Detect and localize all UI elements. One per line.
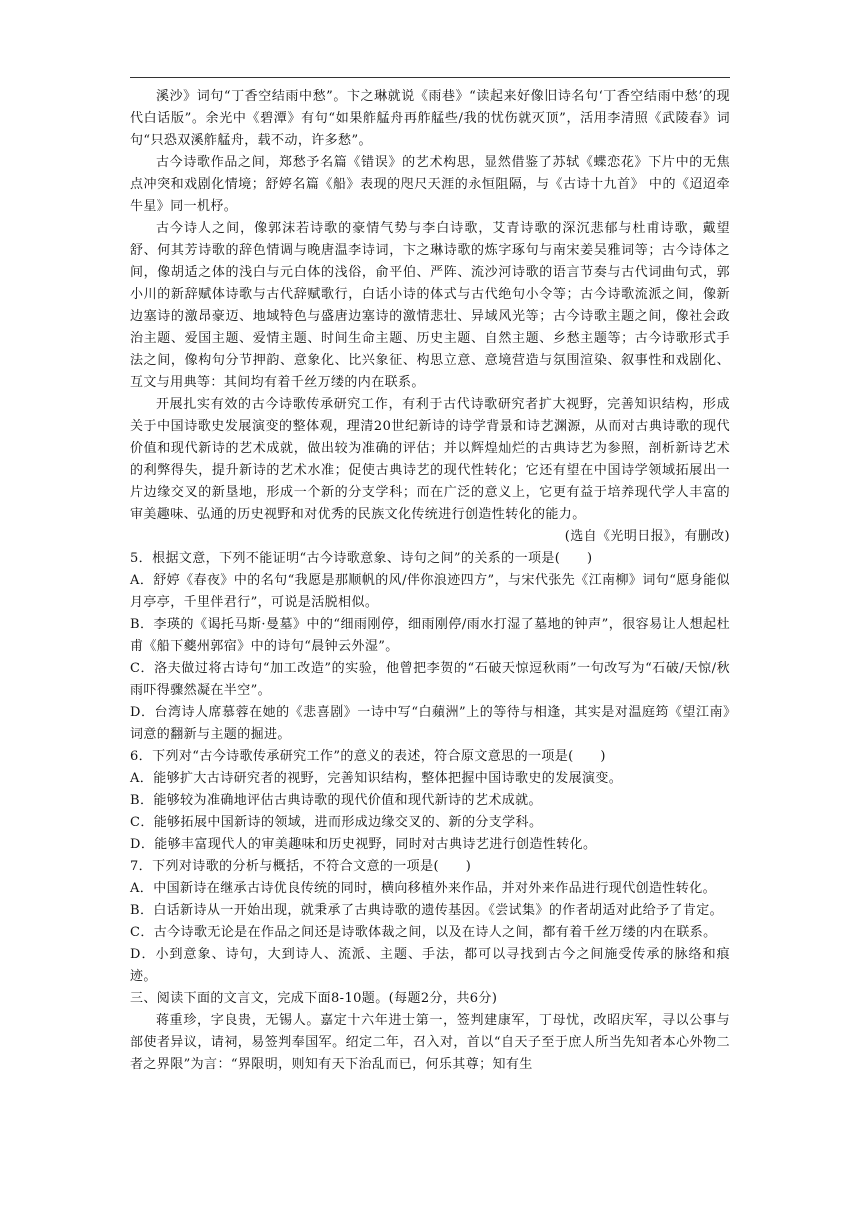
paragraph: C．古今诗歌无论是在作品之间还是诗歌体裁之间，以及在诗人之间，都有着千丝万缕的内在联系。 [130, 925, 717, 940]
paragraph: 古今诗歌作品之间，郑愁予名篇《错误》的艺术构思，显然借鉴了苏轼《蝶恋花》下片中的无焦点冲突和戏剧化情境；舒婷名篇《船》表现的咫尺天涯的永恒阻隔，与《古诗十九首》 中的《迢迢牵牛星》同一机杼。 [130, 155, 730, 214]
paragraph: A．能够扩大古诗研究者的视野，完善知识结构，整体把握中国诗歌史的发展演变。 [130, 771, 623, 786]
paragraph: 古今诗人之间，像郭沫若诗歌的豪情气势与李白诗歌，艾青诗歌的深沉悲郁与杜甫诗歌，戴望舒、何其芳诗歌的辞色情调与晚唐温李诗词，卞之琳诗歌的炼字琢句与南宋姜吴雅词等；古今诗体之间，像胡适之体的浅白与元白体的浅俗，俞平伯、严阵、流沙河诗歌的语言节奏与古代词曲句式，郭小川的新辞赋体诗歌与古代辞赋歌行，白话小诗的体式与古代绝句小令等；古今诗歌流派之间，像新边塞诗的激昂豪迈、地域特色与盛唐边塞诗的激情悲壮、异域风光等；古今诗歌主题之间，像社会政治主题、爱国主题、爱情主题、时间生命主题、历史主题、自然主题、乡愁主题等；古今诗歌形式手法之间，像构句分节押韵、意象化、比兴象征、构思立意、意境营造与氛围渲染、叙事性和戏剧化、互文与用典等：其间均有着千丝万缕的内在联系。 [130, 221, 730, 390]
paragraph: 6．下列对“古今诗歌传承研究工作”的意义的表述，符合原文意思的一项是( ) [130, 749, 606, 764]
paragraph: A．舒婷《春夜》中的名句“我愿是那顺帆的风/伴你浪迹四方”，与宋代张先《江南柳》词句“愿身能似月亭亭，千里伴君行”，可说是活脱相似。 [130, 573, 730, 610]
paragraph: D．能够丰富现代人的审美趣味和历史视野，同时对古典诗艺进行创造性转化。 [130, 837, 597, 852]
paragraph: A．中国新诗在继承古诗优良传统的同时，横向移植外来作品，并对外来作品进行现代创造性转化。 [130, 881, 716, 896]
source-citation: (选自《光明日报》，有删改) [564, 529, 730, 544]
paragraph: 蒋重珍，字良贵，无锡人。嘉定十六年进士第一，签判建康军，丁母忧，改昭庆军，寻以公事与部使者异议，请祠，易签判奉国军。绍定二年，召入对，首以“自天子至于庶人所当先知者本心外物二者之界限”为言：“界限明，则知有天下治乱而已，何乐其尊；知有生 [130, 1013, 730, 1072]
paragraph: B．能够较为准确地评估古典诗歌的现代价值和现代新诗的艺术成就。 [130, 793, 542, 808]
document-body [130, 86, 730, 1076]
paragraph: C．洛夫做过将古诗句“加工改造”的实验，他曾把李贺的“石破天惊逗秋雨”一句改写为“石破/天惊/秋雨吓得骤然凝在半空”。 [130, 661, 730, 698]
paragraph: 三、阅读下面的文言文，完成下面8-10题。(每题2分，共6分) [130, 991, 498, 1006]
paragraph: 5．根据文意，下列不能证明“古今诗歌意象、诗句之间”的关系的一项是( ) [130, 551, 593, 566]
paragraph: D．小到意象、诗句，大到诗人、流派、主题、手法，都可以寻找到古今之间施受传承的脉络和痕迹。 [130, 947, 730, 984]
paragraph: C．能够拓展中国新诗的领域，进而形成边缘交叉的、新的分支学科。 [130, 815, 543, 830]
paragraph: 溪沙》词句“丁香空结雨中愁”。卞之琳就说《雨巷》“读起来好像旧诗名句‘丁香空结雨中愁’的现代白话版”。余光中《碧潭》有句“如果舴艋舟再舴艋些/我的忧伤就灭顶”，活用李清照《武陵春》词句“只恐双溪舴艋舟，载不动，许多愁”。 [130, 89, 730, 148]
paragraph: 7．下列对诗歌的分析与概括，不符合文意的一项是( ) [130, 859, 472, 874]
paragraph: D．台湾诗人席慕蓉在她的《悲喜剧》一诗中写“白蘋洲”上的等待与相逢，其实是对温庭筠《望江南》词意的翻新与主题的掘进。 [130, 705, 730, 742]
paragraph: B．白话新诗从一开始出现，就秉承了古典诗歌的遗传基因。《尝试集》的作者胡适对此给予了肯定。 [130, 903, 724, 918]
paragraph: 开展扎实有效的古今诗歌传承研究工作，有利于古代诗歌研究者扩大视野，完善知识结构，形成关于中国诗歌史发展演变的整体观，理清20世纪新诗的诗学背景和诗艺渊源，从而对古典诗歌的现代价值和现代新诗的艺术成就，做出较为准确的评估；并以辉煌灿烂的古典诗艺为参照，剖析新诗艺术的利弊得失，提升新诗的艺术水准；促使古典诗艺的现代性转化；它还有望在中国诗学领域拓展出一片边缘交叉的新垦地，形成一个新的分支学科；而在广泛的意义上，它更有益于培养现代学人丰富的审美趣味、弘通的历史视野和对优秀的民族文化传统进行创造性转化的能力。 [130, 397, 730, 522]
header-rule [130, 77, 730, 78]
document-page [130, 0, 730, 1216]
paragraph: B．李瑛的《谒托马斯·曼墓》中的“细雨刚停，细雨刚停/雨水打湿了墓地的钟声”，很容易让人想起杜甫《船下夔州郭宿》中的诗句“晨钟云外湿”。 [130, 617, 730, 654]
